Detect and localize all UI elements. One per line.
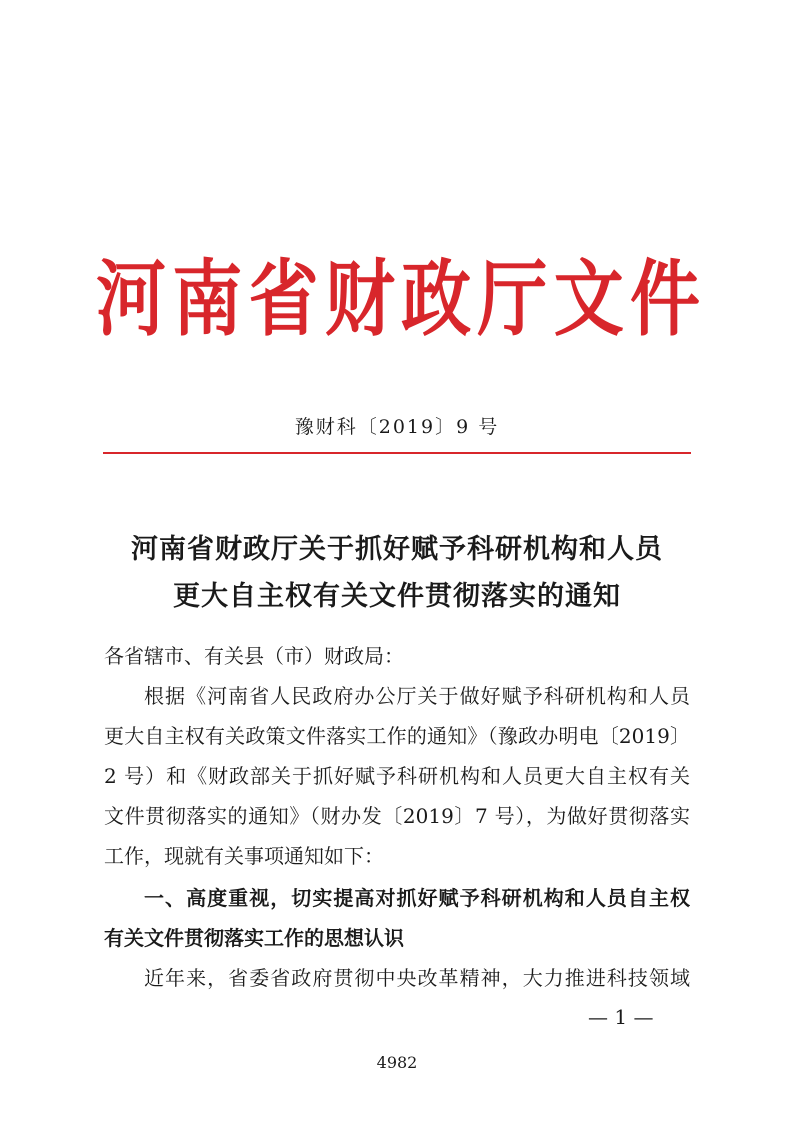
- paragraph-line: 文件贯彻落实的通知》（财办发〔2019〕7 号），为做好贯彻落实: [104, 804, 690, 828]
- masthead-char: 政: [401, 249, 472, 348]
- paragraph-line: 根据《河南省人民政府办公厅关于做好赋予科研机构和人员: [144, 684, 690, 708]
- masthead-char: 财: [324, 249, 395, 348]
- masthead-char: 文: [553, 249, 624, 348]
- masthead-char: 件: [629, 249, 700, 348]
- masthead-char: 河: [96, 249, 166, 348]
- masthead-title: [96, 244, 700, 354]
- archive-number: 4982: [376, 1053, 418, 1072]
- paragraph-line: 2 号）和《财政部关于抓好赋予科研机构和人员更大自主权有关: [104, 764, 690, 788]
- paragraph-line: 近年来，省委省政府贯彻中央改革精神，大力推进科技领域: [144, 966, 690, 990]
- section-heading-line: 一、高度重视，切实提高对抓好赋予科研机构和人员自主权: [144, 886, 690, 910]
- masthead-char: 南: [172, 249, 243, 348]
- document-title-line-1: 河南省财政厅关于抓好赋予科研机构和人员: [131, 534, 663, 565]
- masthead-char: 省: [248, 249, 319, 348]
- paragraph-line: 更大自主权有关政策文件落实工作的通知》（豫政办明电〔2019〕: [104, 724, 690, 748]
- masthead-char: 厅: [477, 249, 548, 348]
- section-heading-line: 有关文件贯彻落实工作的思想认识: [104, 926, 404, 950]
- addressee: 各省辖市、有关县（市）财政局：: [104, 644, 404, 668]
- red-separator-line: [103, 452, 691, 454]
- document-title-line-2: 更大自主权有关文件贯彻落实的通知: [173, 581, 621, 612]
- page-number: — 1 —: [588, 1005, 654, 1029]
- document-number: 豫财科〔2019〕9 号: [294, 416, 500, 438]
- paragraph-line: 工作，现就有关事项通知如下：: [104, 844, 384, 868]
